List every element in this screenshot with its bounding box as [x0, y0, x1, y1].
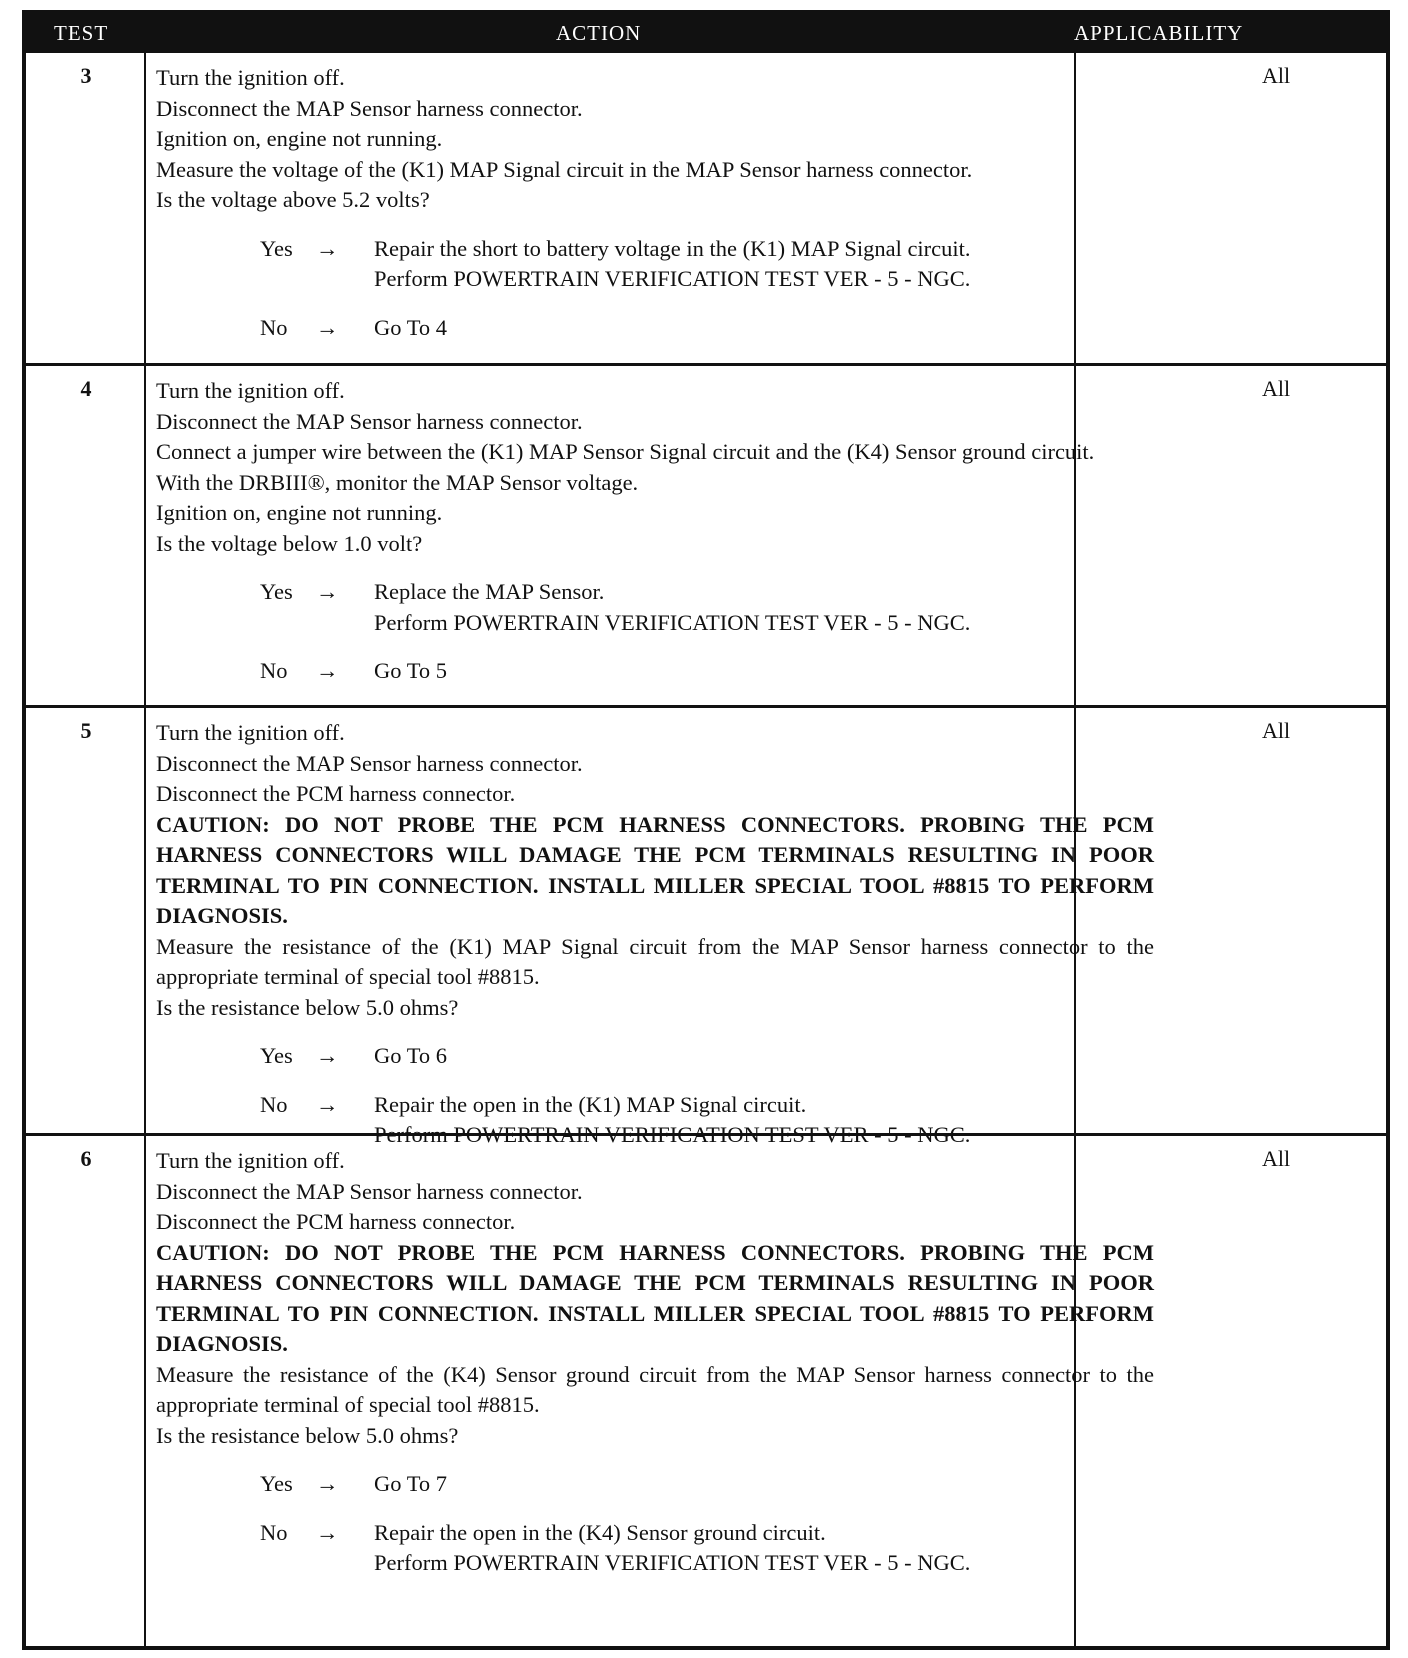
action-line: Disconnect the PCM harness connector.: [156, 1209, 516, 1234]
yes-label: Yes: [260, 579, 293, 604]
arrow-icon: →: [316, 314, 339, 340]
applicability-value: All: [1261, 63, 1291, 88]
applicability-value: All: [1261, 376, 1291, 401]
action-cell: [156, 63, 1154, 343]
no-result: [374, 313, 1154, 344]
header-applicability: APPLICABILITY: [1074, 21, 1244, 45]
action-cell: [156, 718, 1154, 1151]
yes-response: [156, 1469, 1154, 1500]
table-row: [26, 366, 1386, 708]
caution-text: CAUTION: DO NOT PROBE THE PCM HARNESS CONNECTORS. PROBING THE PCM HARNESS CONNECTORS WILL DAMAGE THE PCM TERMINALS RESULTING IN POOR TERMINAL TO PIN CONNECTION. INSTALL MILLER SPECIAL TOOL #8815 TO PERFORM DIAGNOSIS.: [156, 1239, 1154, 1356]
test-number: 6: [80, 1146, 92, 1171]
yes-result: [374, 234, 1154, 295]
action-cell: [156, 376, 1154, 687]
table-row: [26, 53, 1386, 366]
caution-text: CAUTION: DO NOT PROBE THE PCM HARNESS CONNECTORS. PROBING THE PCM HARNESS CONNECTORS WILL DAMAGE THE PCM TERMINALS RESULTING IN POOR TERMINAL TO PIN CONNECTION. INSTALL MILLER SPECIAL TOOL #8815 TO PERFORM DIAGNOSIS.: [156, 811, 1154, 928]
action-cell: [156, 1146, 1154, 1579]
action-line: Disconnect the PCM harness connector.: [156, 781, 516, 806]
table-row: [26, 1136, 1386, 1646]
result-line: Repair the open in the (K1) MAP Signal circuit.: [374, 1091, 807, 1117]
arrow-icon: →: [316, 1091, 339, 1117]
yes-result: [374, 1041, 1154, 1072]
action-line: Disconnect the MAP Sensor harness connector.: [156, 1178, 583, 1204]
result-line: Go To 6: [374, 1043, 448, 1068]
no-result: [374, 1518, 1154, 1579]
arrow-icon: →: [316, 1519, 339, 1545]
header-action: ACTION: [556, 21, 642, 45]
result-line: Perform POWERTRAIN VERIFICATION TEST VER - 5 - NGC.: [374, 609, 971, 635]
no-label: No: [260, 1519, 288, 1545]
result-line: Go To 7: [374, 1471, 448, 1496]
result-line: Perform POWERTRAIN VERIFICATION TEST VER - 5 - NGC.: [374, 1550, 971, 1575]
arrow-icon: →: [316, 579, 339, 604]
action-line: Turn the ignition off.: [156, 1148, 345, 1173]
arrow-icon: →: [316, 1471, 339, 1496]
yes-response: [156, 234, 1154, 295]
no-response: [156, 313, 1154, 344]
yes-result: [374, 577, 1154, 638]
result-line: Replace the MAP Sensor.: [374, 579, 605, 604]
result-line: Repair the open in the (K4) Sensor ground circuit.: [374, 1519, 826, 1545]
applicability-value: All: [1261, 718, 1291, 743]
action-line: Turn the ignition off.: [156, 65, 345, 90]
diagnostic-table: [22, 10, 1390, 1650]
test-number: 4: [80, 376, 92, 401]
action-line: Is the voltage below 1.0 volt?: [156, 530, 423, 556]
action-line: Disconnect the MAP Sensor harness connector.: [156, 750, 583, 776]
result-line: Perform POWERTRAIN VERIFICATION TEST VER - 5 - NGC.: [374, 266, 971, 291]
action-line: Ignition on, engine not running.: [156, 126, 443, 151]
action-line: With the DRBIII®, monitor the MAP Sensor voltage.: [156, 469, 639, 495]
no-response: [156, 656, 1154, 687]
yes-label: Yes: [260, 1043, 293, 1068]
action-line: Is the resistance below 5.0 ohms?: [156, 1422, 459, 1448]
yes-response: [156, 577, 1154, 638]
action-line: Turn the ignition off.: [156, 720, 345, 745]
result-line: Go To 5: [374, 658, 448, 683]
no-response: [156, 1518, 1154, 1579]
action-line: Is the resistance below 5.0 ohms?: [156, 994, 459, 1020]
no-label: No: [260, 658, 288, 683]
test-number: 3: [80, 63, 92, 88]
action-line: Ignition on, engine not running.: [156, 500, 443, 525]
yes-result: [374, 1469, 1154, 1500]
arrow-icon: →: [316, 235, 339, 261]
no-result: [374, 656, 1154, 687]
action-line: Measure the resistance of the (K4) Sensor ground circuit from the MAP Sensor harness connector to the appropriate terminal of special tool #8815.: [156, 1361, 1154, 1417]
table-row: [26, 708, 1386, 1147]
yes-label: Yes: [260, 1471, 293, 1496]
action-line: Connect a jumper wire between the (K1) MAP Sensor Signal circuit and the (K4) Sensor ground circuit.: [156, 439, 1095, 464]
arrow-icon: →: [316, 1043, 339, 1068]
header-test: TEST: [54, 21, 109, 45]
action-line: Measure the voltage of the (K1) MAP Signal circuit in the MAP Sensor harness connector.: [156, 156, 973, 182]
action-line: Is the voltage above 5.2 volts?: [156, 187, 430, 212]
action-line: Turn the ignition off.: [156, 378, 345, 403]
yes-response: [156, 1041, 1154, 1072]
result-line: Perform POWERTRAIN VERIFICATION TEST VER - 5 - NGC.: [374, 1122, 971, 1147]
action-line: Disconnect the MAP Sensor harness connector.: [156, 408, 583, 434]
table-header: [26, 14, 1386, 53]
result-line: Repair the short to battery voltage in the (K1) MAP Signal circuit.: [374, 235, 971, 261]
test-number: 5: [80, 718, 92, 743]
no-label: No: [260, 1091, 288, 1117]
action-line: Measure the resistance of the (K1) MAP Signal circuit from the MAP Sensor harness connector to the appropriate terminal of special tool #8815.: [156, 933, 1154, 989]
result-line: Go To 4: [374, 314, 448, 340]
action-line: Disconnect the MAP Sensor harness connector.: [156, 95, 583, 121]
applicability-value: All: [1261, 1146, 1291, 1171]
yes-label: Yes: [260, 235, 293, 261]
no-label: No: [260, 314, 288, 340]
arrow-icon: →: [316, 658, 339, 683]
